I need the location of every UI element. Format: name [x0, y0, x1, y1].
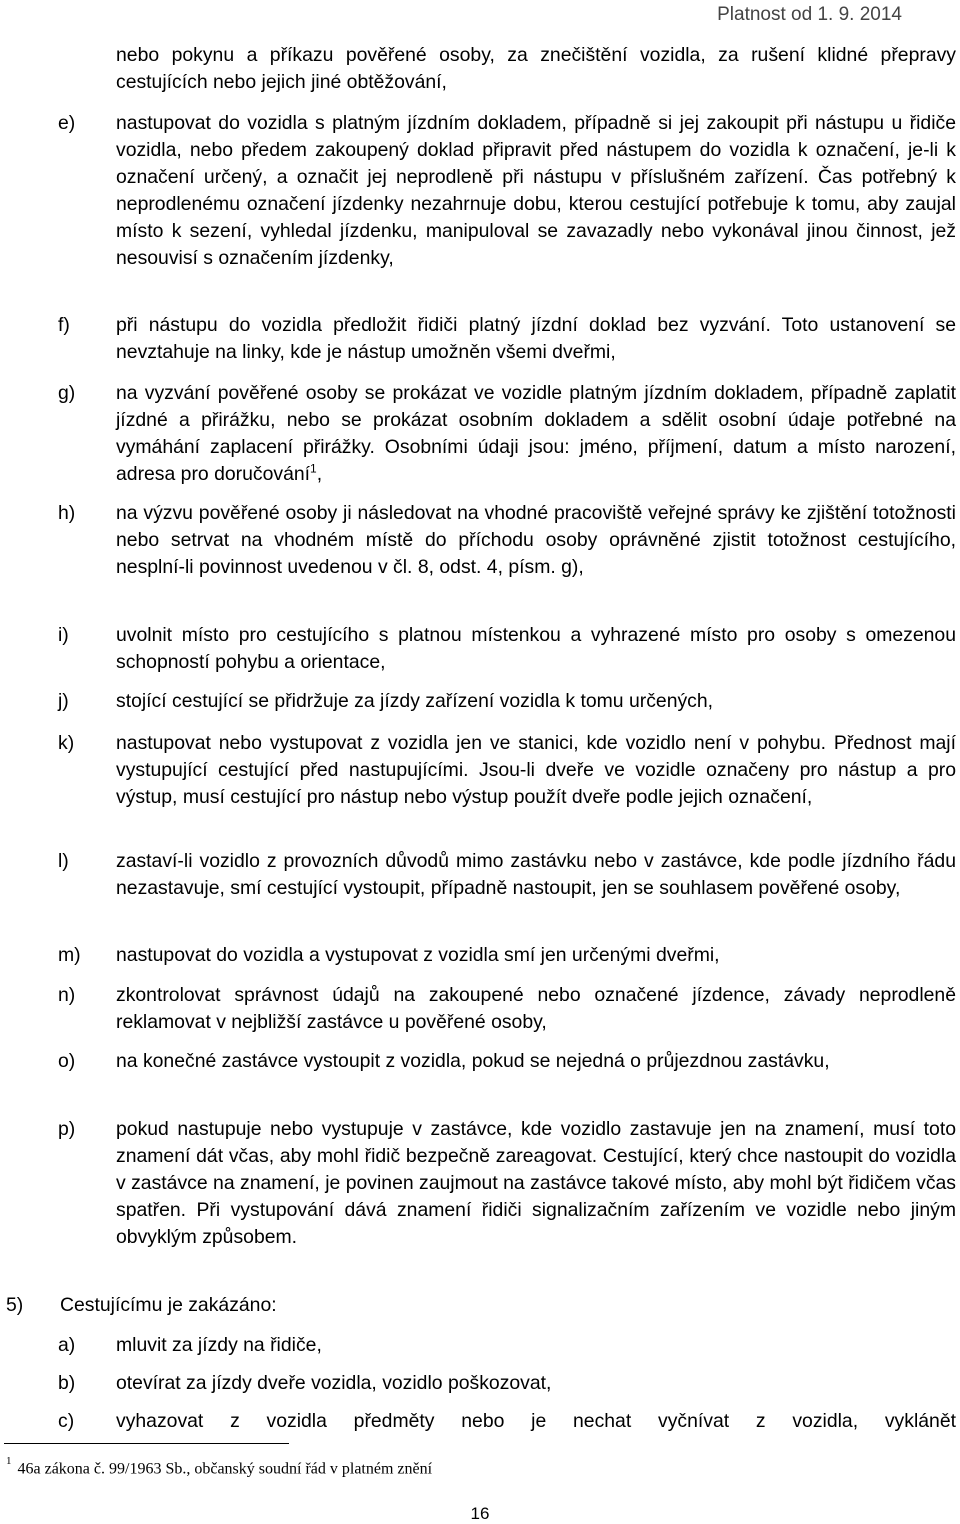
- item-text: uvolnit místo pro cestujícího s platnou místenkou a vyhrazené místo pro osoby s omezenou schopností pohybu a orientace,: [116, 624, 956, 673]
- item-text-end: ,: [316, 463, 323, 485]
- item-text: pokud nastupuje nebo vystupuje v zastávce, kde vozidlo zastavuje jen na znamení, musí toto znamení dát včas, aby mohl řidič bezpečně zareagovat. Cestující, který chce nastoupit do vozidla v zastávce na znamení, je povinen zaujmout na zastávce takové místo, aby mohl být řidičem včas spatřen. Při vystupování dává znamení řidiči signalizačním zařízením ve vozidle nebo jiným obvyklým způsobem.: [116, 1118, 956, 1248]
- item-label: f): [58, 314, 70, 336]
- item-label: g): [58, 382, 76, 404]
- item-label: k): [58, 732, 75, 754]
- item-label: h): [58, 502, 76, 524]
- item-text: nastupovat nebo vystupovat z vozidla jen ve stanici, kde vozidlo není v pohybu. Přednost mají vystupující cestující před nastupujícími. Jsou-li dveře ve vozidle označeny pro nástup a pro výstup, musí cestující pro nástup nebo výstup použít dveře podle jejich označení,: [116, 732, 956, 808]
- item-text: na výzvu pověřené osoby ji následovat na vhodné pracoviště veřejné správy ke zjištění totožnosti nebo setrvat na vhodném místě do příchodu osoby oprávněné zjistit totožnost cestujícího, nesplní-li povinnost uvedenou v čl. 8, odst. 4, písm. g),: [116, 502, 956, 578]
- footnote: [6, 1455, 433, 1478]
- footnote-divider: [4, 1443, 289, 1444]
- item-text: při nástupu do vozidla předložit řidiči platný jízdní doklad bez vyzvání. Toto ustanovení se nevztahuje na linky, kde je nástup umožněn všemi dveřmi,: [116, 314, 956, 363]
- item-label: i): [58, 624, 69, 646]
- page-number: 16: [470, 1504, 490, 1523]
- item-text: nastupovat do vozidla s platným jízdním dokladem, případně si jej zakoupit při nástupu u řidiče vozidla, nebo předem zakoupený doklad připravit před nástupem do vozidla k označení, je-li k označení určený, a označit jej neprodleně při nástupu v příslušném zařízení. Čas potřebný k neprodlenému označení jízdenky nezahrnuje dobu, kterou cestující potřebuje k tomu, aby zaujal místo k sezení, vyhledal jízdenku, manipuloval se zavazadly nebo vykonával jinou činnost, jež nesouvisí s označením jízdenky,: [116, 112, 956, 269]
- item-text: vyhazovat z vozidla předměty nebo je nechat vyčnívat z vozidla, vyklánět: [116, 1410, 956, 1432]
- item-label: a): [58, 1334, 76, 1356]
- footnote-text: 46a zákona č. 99/1963 Sb., občanský soudní řád v platném znění: [17, 1460, 433, 1478]
- item-text: [116, 380, 956, 488]
- item-text: otevírat za jízdy dveře vozidla, vozidlo poškozovat,: [116, 1372, 552, 1394]
- validity-header: Platnost od 1. 9. 2014: [717, 4, 902, 25]
- item-label: c): [58, 1410, 75, 1432]
- item-text: zastaví-li vozidlo z provozních důvodů mimo zastávku nebo v zastávce, kde podle jízdního řádu nezastavuje, smí cestující vystoupit, případně nastoupit, jen se souhlasem pověřené osoby,: [116, 850, 956, 899]
- item-label: p): [58, 1118, 76, 1140]
- item-text: zkontrolovat správnost údajů na zakoupené nebo označené jízdence, závady neprodleně reklamovat v nejbližší zastávce u pověřené osoby,: [116, 984, 956, 1033]
- section-label: 5): [6, 1294, 24, 1316]
- intro-paragraph: nebo pokynu a příkazu pověřené osoby, za znečištění vozidla, za rušení klidné přepravy cestujících nebo jejich jiné obtěžování,: [116, 44, 956, 93]
- item-text-body: na vyzvání pověřené osoby se prokázat ve vozidle platným jízdním dokladem, případně zaplatit jízdné a přirážku, nebo se prokázat osobním dokladem a sdělit osobní údaje potřebné na vymáhání zaplacení přirážky. Osobními údaji jsou: jméno, příjmení, datum a místo narození, adresa pro doručování: [116, 382, 956, 485]
- item-label: n): [58, 984, 76, 1006]
- item-label: e): [58, 112, 76, 134]
- item-text: stojící cestující se přidržuje za jízdy zařízení vozidla k tomu určených,: [116, 690, 714, 712]
- item-text: na konečné zastávce vystoupit z vozidla, pokud se nejedná o průjezdnou zastávku,: [116, 1050, 830, 1072]
- item-label: m): [58, 944, 81, 966]
- item-label: l): [58, 850, 69, 872]
- section-title: Cestujícímu je zakázáno:: [60, 1294, 277, 1316]
- item-label: b): [58, 1372, 76, 1394]
- item-label: j): [58, 690, 69, 712]
- footnote-mark: 1: [6, 1455, 12, 1467]
- item-label: o): [58, 1050, 76, 1072]
- footnote-reference: 1: [310, 461, 317, 476]
- item-text: nastupovat do vozidla a vystupovat z vozidla smí jen určenými dveřmi,: [116, 944, 720, 966]
- item-text: mluvit za jízdy na řidiče,: [116, 1334, 322, 1356]
